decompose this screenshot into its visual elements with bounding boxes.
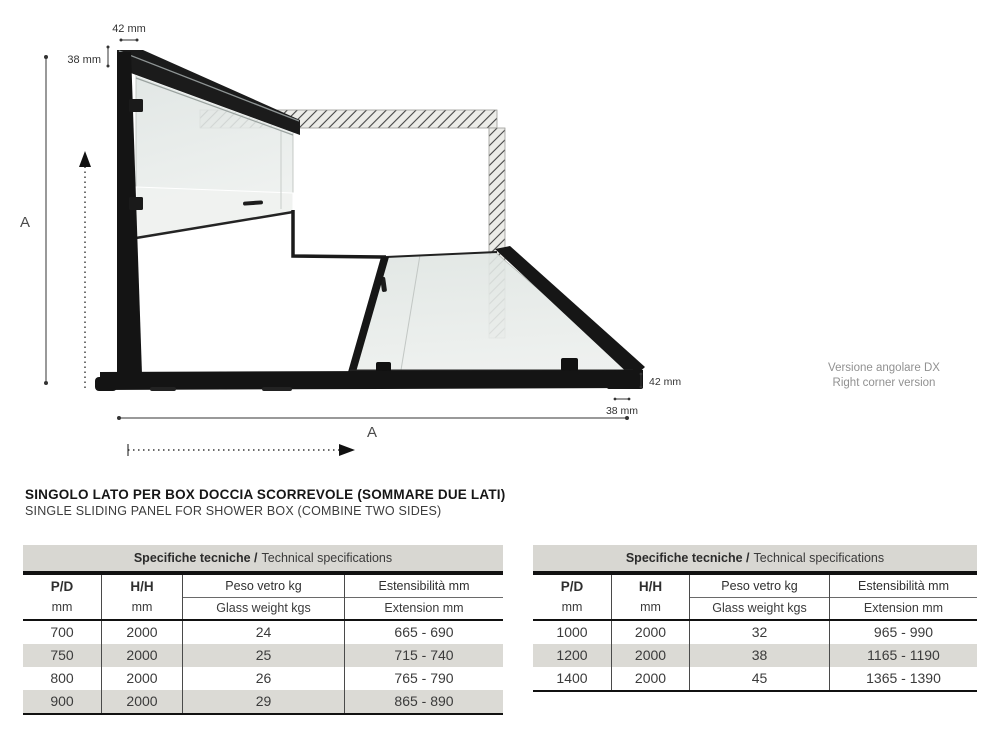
table-cell: 2000 [102, 690, 183, 713]
table-cell: 25 [183, 644, 345, 667]
table-body [23, 621, 503, 715]
dim-label: 42 mm [112, 23, 146, 35]
table-title-bar [23, 545, 503, 575]
table-cell: 2000 [102, 644, 183, 667]
table-cell: 1165 - 1190 [867, 647, 940, 663]
dimension-a-horizontal [117, 416, 629, 456]
table-cell: 38 [690, 644, 830, 667]
col-header-pd: P/D mm [533, 575, 612, 619]
table-row [23, 690, 503, 713]
table-body [533, 621, 977, 692]
section-heading [25, 486, 505, 519]
table-row [23, 644, 503, 667]
version-line1: Versione angolare DX [828, 362, 940, 374]
table-cell: 715 - 740 [394, 647, 454, 663]
table-cell: 2000 [102, 667, 183, 690]
table-cell: 1000 [533, 621, 612, 644]
hinge-block [129, 197, 143, 210]
table-row [23, 667, 503, 690]
hinge-block [129, 99, 143, 112]
col-header-glass-weight: Peso vetro kg Glass weight kgs [690, 575, 830, 619]
column-headers [23, 575, 503, 621]
right-glass-panel [352, 252, 633, 371]
table-cell: 1200 [533, 644, 612, 667]
col-header-glass-weight: Peso vetro kg Glass weight kgs [183, 575, 345, 619]
dimension-42mm-right [640, 373, 682, 389]
dimension-a-vertical [20, 55, 91, 388]
table-row [533, 667, 977, 690]
table-cell: 800 [23, 667, 102, 690]
table-cell: 24 [183, 621, 345, 644]
table-row [23, 621, 503, 644]
table-cell: 865 - 890 [394, 693, 454, 709]
table-cell: 2000 [612, 644, 690, 667]
table-cell: 965 - 990 [873, 624, 934, 640]
version-line2: Right corner version [832, 377, 936, 389]
arrowhead-up [79, 151, 91, 167]
table-title-bold: Specifiche tecniche / [133, 551, 258, 565]
corner-step [293, 210, 386, 257]
left-post [95, 52, 143, 391]
table-cell: 1365 - 1390 [866, 670, 941, 686]
table-cell: 32 [690, 621, 830, 644]
table-cell: 26 [183, 667, 345, 690]
dim-label: 38 mm [605, 405, 639, 417]
page-title: SINGOLO LATO PER BOX DOCCIA SCORREVOLE (SOMMARE DUE LATI) [25, 487, 506, 502]
dimension-42mm-top [112, 23, 146, 42]
table-row [533, 621, 977, 644]
dim-label: A [19, 214, 31, 231]
table-cell: 45 [690, 667, 830, 690]
col-header-extension: Estensibilità mm Extension mm [830, 575, 977, 619]
dim-label: A [366, 424, 378, 441]
table-cell: 2000 [612, 667, 690, 690]
dimension-38mm-top [67, 46, 109, 68]
table-title-bold: Specifiche tecniche / [625, 551, 750, 565]
spec-table-left [23, 545, 503, 715]
table-cell: 750 [23, 644, 102, 667]
table-cell: 900 [23, 690, 102, 713]
col-header-hh: H/H mm [612, 575, 690, 619]
table-cell: 700 [23, 621, 102, 644]
col-header-hh: H/H mm [102, 575, 183, 619]
table-cell: 665 - 690 [394, 624, 454, 640]
col-header-extension: Estensibilità mm Extension mm [345, 575, 503, 619]
column-headers [533, 575, 977, 621]
table-cell: 2000 [102, 621, 183, 644]
table-cell: 2000 [612, 621, 690, 644]
table-title-bar [533, 545, 977, 575]
bottom-rail [100, 370, 643, 391]
version-caption [828, 362, 940, 389]
roller [561, 358, 578, 371]
arrowhead-right [339, 444, 355, 456]
spec-table-right [533, 545, 977, 692]
dimension-38mm-bottom [606, 398, 638, 417]
table-cell: 1400 [533, 667, 612, 690]
table-cell: 765 - 790 [394, 670, 454, 686]
table-row [533, 644, 977, 667]
page-subtitle: SINGLE SLIDING PANEL FOR SHOWER BOX (COMBINE TWO SIDES) [25, 504, 442, 518]
table-title-regular: Technical specifications [261, 551, 393, 565]
table-title-regular: Technical specifications [753, 551, 885, 565]
col-header-pd: P/D mm [23, 575, 102, 619]
dim-label: 38 mm [67, 54, 101, 66]
table-cell: 29 [183, 690, 345, 713]
dim-label: 42 mm [649, 376, 682, 388]
